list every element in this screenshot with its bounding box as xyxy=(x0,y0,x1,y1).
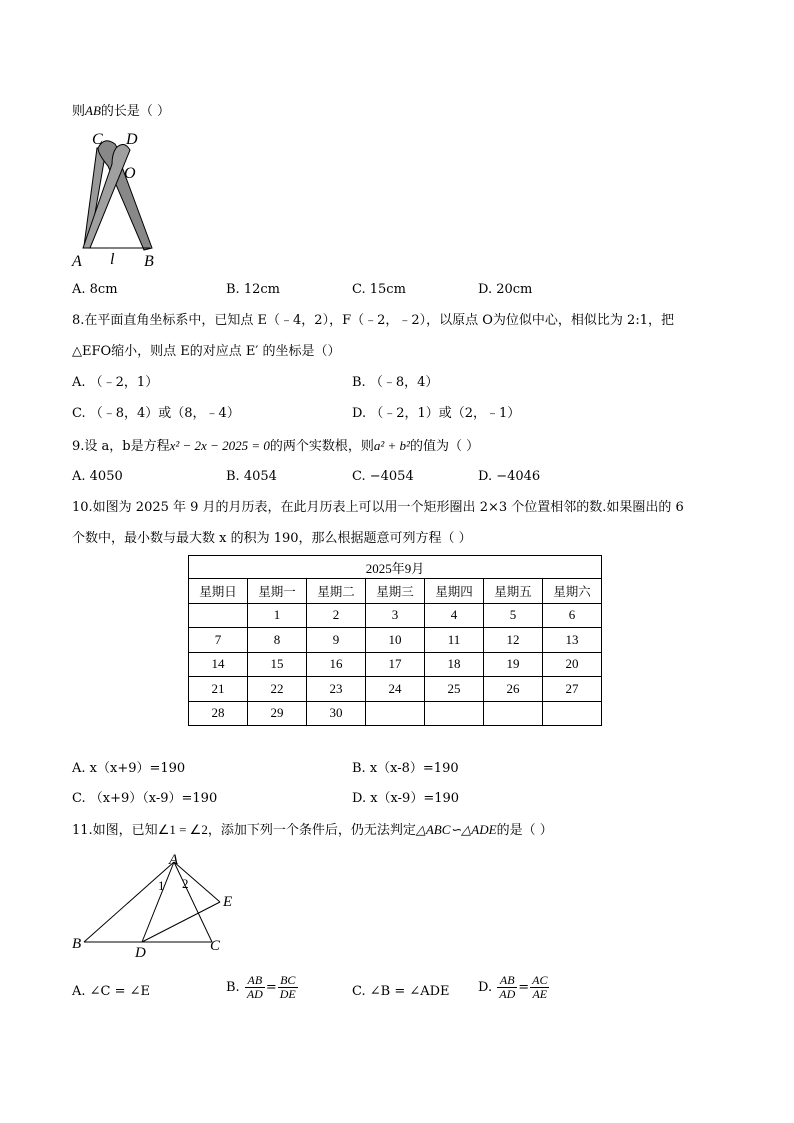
calendar-row xyxy=(189,701,602,726)
q10-option-b: B. x（x-8）=190 xyxy=(352,761,459,776)
calendar-cell: 14 xyxy=(189,652,248,677)
q8-option-b: B. （﹣8，4） xyxy=(352,375,439,390)
fraction: $\frac{AC}{AE}$ xyxy=(532,973,548,1002)
q8-stem-line2: △EFO缩小，则点 E的对应点 E′ 的坐标是（） xyxy=(72,344,341,359)
calendar-cell: 16 xyxy=(307,652,366,677)
calendar-cell: 11 xyxy=(425,628,484,653)
segment-ae xyxy=(174,862,220,902)
calendar-header: 星期五 xyxy=(484,579,543,604)
label-a: A xyxy=(169,852,179,868)
calendar-header: 星期一 xyxy=(248,579,307,604)
q7-option-c: C. 15cm xyxy=(352,282,406,297)
q10-option-c: C. （x+9）（x-9）=190 xyxy=(72,791,218,806)
calendar-cell: 9 xyxy=(307,628,366,653)
segment-ab xyxy=(84,862,174,942)
calendar-header: 星期四 xyxy=(425,579,484,604)
calendar-title: 2025年9月 xyxy=(189,556,602,579)
calendar-header: 星期六 xyxy=(543,579,602,604)
calendar-cell xyxy=(425,701,484,726)
segment-ac xyxy=(174,862,212,942)
q11-given: ∠1 = ∠2 xyxy=(157,822,208,837)
label-d: D xyxy=(126,131,138,148)
calendar-cell: 1 xyxy=(248,603,307,628)
calendar-cell: 23 xyxy=(307,677,366,702)
label-c: C xyxy=(92,131,103,148)
q8-option-a: A. （﹣2，1） xyxy=(72,375,159,390)
q7-option-d: D. 20cm xyxy=(478,282,533,297)
calendar-cell: 29 xyxy=(248,701,307,726)
q7-option-a: A. 8cm xyxy=(72,282,118,297)
calendar-cell: 19 xyxy=(484,652,543,677)
calendar-cell: 2 xyxy=(307,603,366,628)
q8-option-c: C. （﹣8，4）或（8，﹣4） xyxy=(72,406,240,421)
calendar-row xyxy=(189,677,602,702)
q7-option-b: B. 12cm xyxy=(226,282,280,297)
calendar-cell: 5 xyxy=(484,603,543,628)
calendar-row xyxy=(189,603,602,628)
q10-stem-line2: 个数中，最小数与最大数 x 的积为 190，那么根据题意可列方程（ ） xyxy=(72,531,472,546)
calendar-table xyxy=(188,555,602,726)
calendar-cell: 6 xyxy=(543,603,602,628)
angle-1-label: 1 xyxy=(158,878,165,893)
q11-option-b: B. $\frac{AB}{AD}$ = $\frac{BC}{DE}$ xyxy=(226,973,296,1002)
calendar-cell: 8 xyxy=(248,628,307,653)
calendar-cell: 3 xyxy=(366,603,425,628)
calendar-cell: 17 xyxy=(366,652,425,677)
label-d: D xyxy=(135,945,146,960)
calendar-cell: 27 xyxy=(543,677,602,702)
segment-ad xyxy=(142,862,174,942)
calendar-cell: 28 xyxy=(189,701,248,726)
calendar-cell: 12 xyxy=(484,628,543,653)
q8-option-d: D. （﹣2，1）或（2，﹣1） xyxy=(352,406,521,421)
q11-stem: 11.如图，已知∠1 = ∠2，添加下列一个条件后，仍无法判定△ABC∽△ADE的是（ ） xyxy=(72,822,553,838)
triangle-figure xyxy=(62,848,252,960)
calendar-header: 星期日 xyxy=(189,579,248,604)
q9-expression: a² + b² xyxy=(373,438,410,453)
calendar-row xyxy=(189,628,602,653)
calendar-cell: 20 xyxy=(543,652,602,677)
q9-stem: 9.设 a，b是方程x² − 2x − 2025 = 0的两个实数根，则a² + b²的值为（ ） xyxy=(72,438,480,454)
calendar-cell: 13 xyxy=(543,628,602,653)
segment-de xyxy=(142,902,220,942)
q10-option-d: D. x（x-9）=190 xyxy=(352,791,460,806)
q9-option-c: C. −4054 xyxy=(352,469,414,484)
q11-option-a: A. ∠C = ∠E xyxy=(72,984,151,999)
label-e: E xyxy=(223,894,233,910)
calendar-cell: 21 xyxy=(189,677,248,702)
label-c: C xyxy=(210,938,221,954)
calendar-cell: 15 xyxy=(248,652,307,677)
calendar-cell: 22 xyxy=(248,677,307,702)
label-a: A xyxy=(72,253,82,270)
q9-option-d: D. −4046 xyxy=(478,469,541,484)
calendar-cell xyxy=(189,603,248,628)
fraction: $\frac{AB}{AD}$ xyxy=(246,973,263,1002)
calendar-cell: 4 xyxy=(425,603,484,628)
calendar-header: 星期二 xyxy=(307,579,366,604)
calendar-row xyxy=(189,652,602,677)
q9-equation: x² − 2x − 2025 = 0 xyxy=(169,438,270,453)
calendar-cell: 30 xyxy=(307,701,366,726)
calendar-cell: 26 xyxy=(484,677,543,702)
q9-option-a: A. 4050 xyxy=(72,469,123,484)
calendar-header: 星期三 xyxy=(366,579,425,604)
label-l: l xyxy=(110,251,115,268)
label-b: B xyxy=(144,253,154,270)
calendar-cell: 10 xyxy=(366,628,425,653)
q10-option-a: A. x（x+9）=190 xyxy=(72,761,186,776)
q11-option-c: C. ∠B = ∠ADE xyxy=(352,984,450,999)
q10-stem-line1: 10.如图为 2025 年 9 月的月历表，在此月历表上可以用一个矩形圈出 2×3 个位置相邻的数.如果圈出的 6 xyxy=(72,500,684,515)
calendar-header-row xyxy=(189,579,602,604)
q11-option-d: D. $\frac{AB}{AD}$ = $\frac{AC}{AE}$ xyxy=(478,973,548,1002)
label-o: O xyxy=(124,165,136,182)
fraction: $\frac{BC}{DE}$ xyxy=(279,973,296,1002)
q8-stem-line1: 8.在平面直角坐标系中，已知点 E（﹣4，2），F（﹣2，﹣2），以原点 O为位似中心，相似比为 2:1，把 xyxy=(72,313,674,328)
calendar-cell: 7 xyxy=(189,628,248,653)
calendar-cell xyxy=(543,701,602,726)
fraction: $\frac{AB}{AD}$ xyxy=(499,973,516,1002)
calendar-cell: 18 xyxy=(425,652,484,677)
scissor-figure xyxy=(60,126,170,271)
q11-similarity: △ABC∽△ADE xyxy=(415,822,497,837)
q9-option-b: B. 4054 xyxy=(226,469,277,484)
calendar-cell: 24 xyxy=(366,677,425,702)
q7-stem: 则AB的长是（ ） xyxy=(72,103,171,119)
angle-2-label: 2 xyxy=(182,876,189,891)
calendar-cell xyxy=(484,701,543,726)
label-b: B xyxy=(72,936,82,952)
calendar-cell: 25 xyxy=(425,677,484,702)
calendar-cell xyxy=(366,701,425,726)
